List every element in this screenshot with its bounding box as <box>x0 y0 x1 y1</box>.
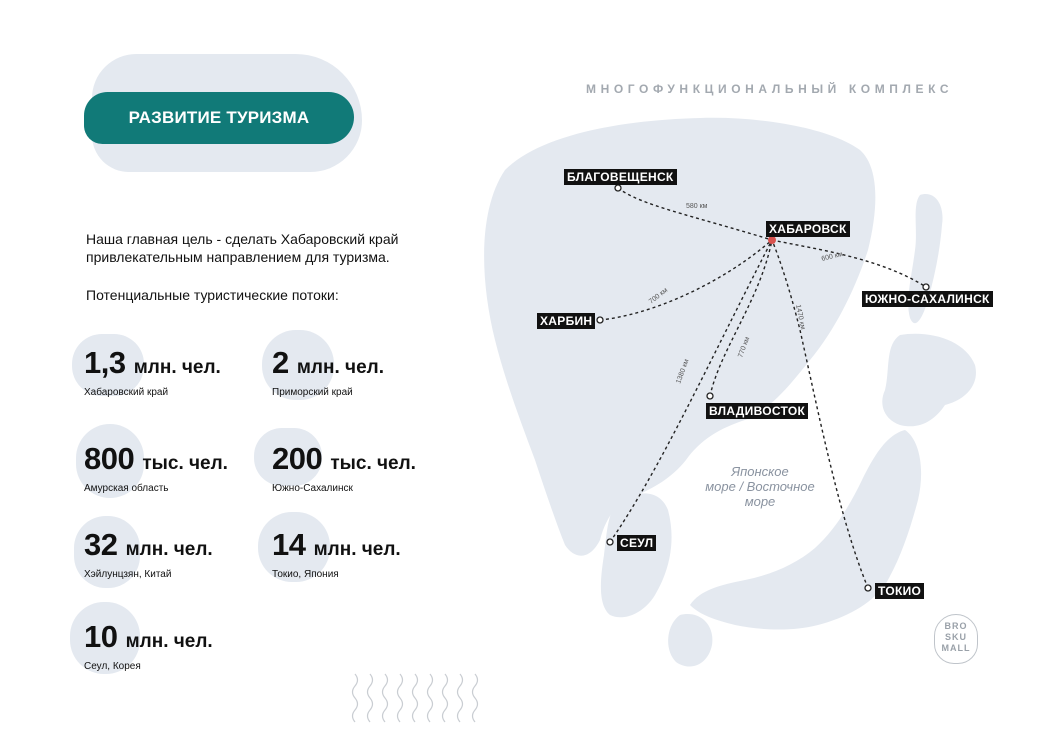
stat-unit: млн. чел. <box>296 357 384 378</box>
stat-value: 1,3 <box>84 345 126 380</box>
stat-unit: тыс. чел. <box>142 453 228 474</box>
city-label-khabarovsk: ХАБАРОВСК <box>766 221 850 237</box>
stat-value: 14 <box>272 527 306 562</box>
stat-place: Амурская область <box>84 483 169 494</box>
marker-hub-khabarovsk <box>768 236 776 244</box>
stat-unit: млн. чел. <box>125 539 213 560</box>
honshu-island <box>690 430 921 630</box>
logo-line-2: SKU <box>944 632 967 642</box>
marker-vladivostok <box>707 393 713 399</box>
stat-place: Хэйлунцзян, Китай <box>84 569 172 580</box>
flows-heading: Потенциальные туристические потоки: <box>86 287 339 303</box>
complex-label: МНОГОФУНКЦИОНАЛЬНЫЙ КОМПЛЕКС <box>586 82 954 96</box>
stat-unit: млн. чел. <box>313 539 401 560</box>
marker-tokyo <box>865 585 871 591</box>
intro-line-2: привлекательным направлением для туризма. <box>86 249 390 265</box>
marker-blagoveshchensk <box>615 185 621 191</box>
city-label-harbin: ХАРБИН <box>537 313 595 329</box>
logo-line-3: MALL <box>941 643 971 653</box>
stat-value: 2 <box>272 345 289 380</box>
city-label-tokyo: ТОКИО <box>875 583 924 599</box>
marker-harbin <box>597 317 603 323</box>
brosku-mall-logo <box>934 614 978 664</box>
stat-value: 800 <box>84 441 135 476</box>
hokkaido-island <box>882 334 976 427</box>
marker-seoul <box>607 539 613 545</box>
stat-place: Хабаровский край <box>84 387 169 398</box>
dist-harbin: 700 км <box>647 286 670 306</box>
logo-line-1: BRO <box>944 621 968 631</box>
city-label-yuzhno: ЮЖНО-САХАЛИНСК <box>862 291 993 307</box>
stat-place: Токио, Япония <box>272 569 339 580</box>
stat-unit: млн. чел. <box>133 357 221 378</box>
city-label-seoul: СЕУЛ <box>617 535 656 551</box>
marker-yuzhno <box>923 284 929 290</box>
dist-tokyo: 1470 км <box>794 303 807 331</box>
stat-value: 32 <box>84 527 118 562</box>
dist-vladivostok: 770 км <box>737 336 752 359</box>
stat-place: Приморский край <box>272 387 353 398</box>
intro-line-1: Наша главная цель - сделать Хабаровский край <box>86 231 399 247</box>
stat-value: 200 <box>272 441 323 476</box>
stat-value: 10 <box>84 619 118 654</box>
page-title: РАЗВИТИЕ ТУРИЗМА <box>84 92 354 144</box>
city-label-blagoveshchensk: БЛАГОВЕЩЕНСК <box>564 169 677 185</box>
dist-yuzhno: 600 км <box>820 250 844 263</box>
kyushu-island <box>668 614 712 666</box>
stat-unit: тыс. чел. <box>330 453 416 474</box>
dist-blagoveshchensk: 580 км <box>686 203 708 210</box>
city-label-vladivostok: ВЛАДИВОСТОК <box>706 403 808 419</box>
sea-label <box>690 464 830 509</box>
sea-label-line-3: море <box>744 494 776 509</box>
stat-unit: млн. чел. <box>125 631 213 652</box>
sea-label-line-1: Японское <box>731 464 789 479</box>
stat-place: Сеул, Корея <box>84 661 141 672</box>
stat-place: Южно-Сахалинск <box>272 483 353 494</box>
sea-label-line-2: море / Восточное <box>705 479 815 494</box>
dist-seoul: 1380 км <box>675 358 691 385</box>
